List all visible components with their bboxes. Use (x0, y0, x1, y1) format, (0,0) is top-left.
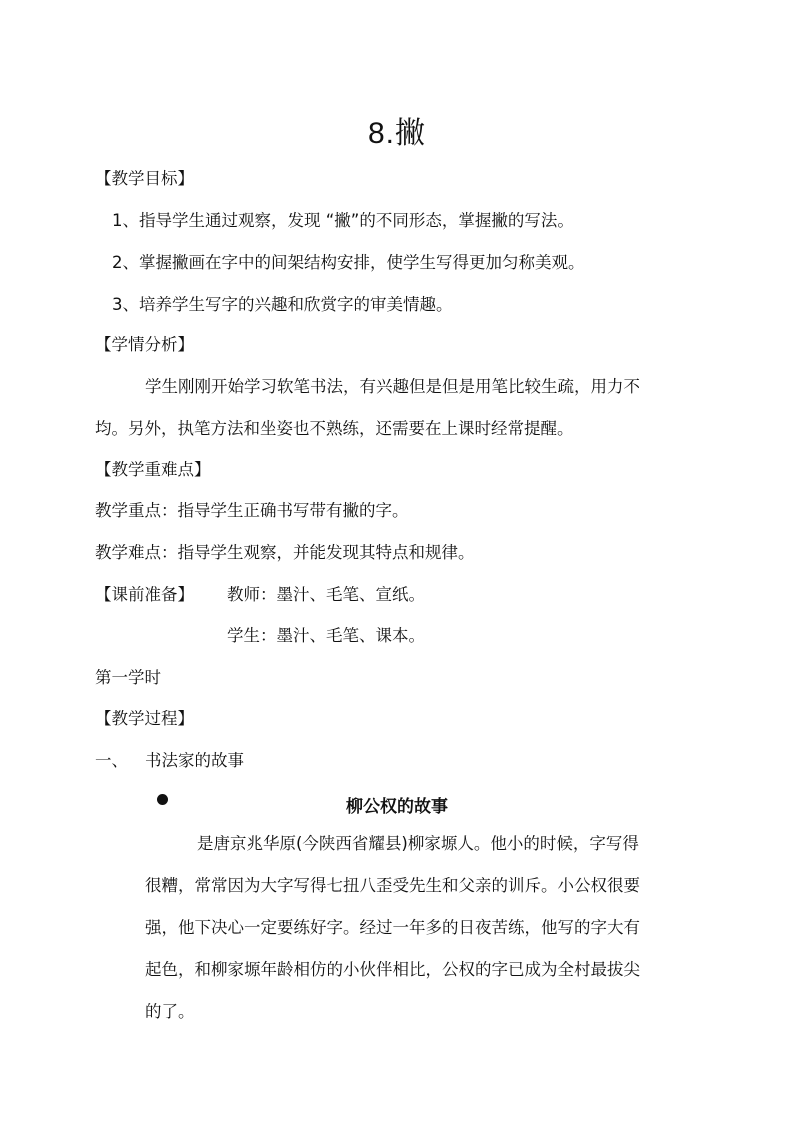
page-title: 8.撇 (367, 117, 427, 150)
key-difficulty-heading: 【教学重难点】 (95, 460, 211, 479)
story-line-3: 强，他下决心一定要练好字。经过一年多的日夜苦练，他写的字大有 (145, 918, 640, 937)
prep-teacher-text: 教师：墨汁、毛笔、宣纸。 (227, 585, 425, 604)
analysis-paragraph-line-1: 学生刚刚开始学习软笔书法，有兴趣但是但是用笔比较生疏，用力不 (145, 377, 640, 396)
prep-heading: 【课前准备】 (95, 585, 194, 604)
goal-item-3: 3、培养学生写字的兴趣和欣赏字的审美情趣。 (112, 295, 453, 314)
story-title: 柳公权的故事 (346, 797, 448, 817)
analysis-paragraph-line-2: 均。另外，执笔方法和坐姿也不熟练，还需要在上课时经常提醒。 (95, 419, 574, 438)
section-number: 一、 (95, 751, 128, 770)
prep-student-text: 学生：墨汁、毛笔、课本。 (227, 626, 425, 645)
lesson-label: 第一学时 (95, 668, 161, 687)
goals-heading: 【教学目标】 (95, 169, 194, 188)
key-point-text: 教学重点：指导学生正确书写带有撇的字。 (95, 501, 409, 520)
story-line-4: 起色，和柳家塬年龄相仿的小伙伴相比，公权的字已成为全村最拔尖 (145, 960, 640, 979)
story-line-2: 很糟，常常因为大字写得七扭八歪受先生和父亲的训斥。小公权很要 (145, 876, 640, 895)
process-heading: 【教学过程】 (95, 709, 194, 728)
story-line-5: 的了。 (145, 1002, 195, 1021)
hard-point-text: 教学难点：指导学生观察，并能发现其特点和规律。 (95, 543, 475, 562)
story-line-1: 是唐京兆华原(今陕西省耀县)柳家塬人。他小的时候，字写得 (197, 834, 639, 853)
goal-item-2: 2、掌握撇画在字中的间架结构安排，使学生写得更加匀称美观。 (112, 253, 585, 272)
goal-item-1: 1、指导学生通过观察，发现 “撇”的不同形态，掌握撇的写法。 (112, 211, 574, 230)
section-title: 书法家的故事 (145, 751, 244, 770)
analysis-heading: 【学情分析】 (95, 335, 194, 354)
